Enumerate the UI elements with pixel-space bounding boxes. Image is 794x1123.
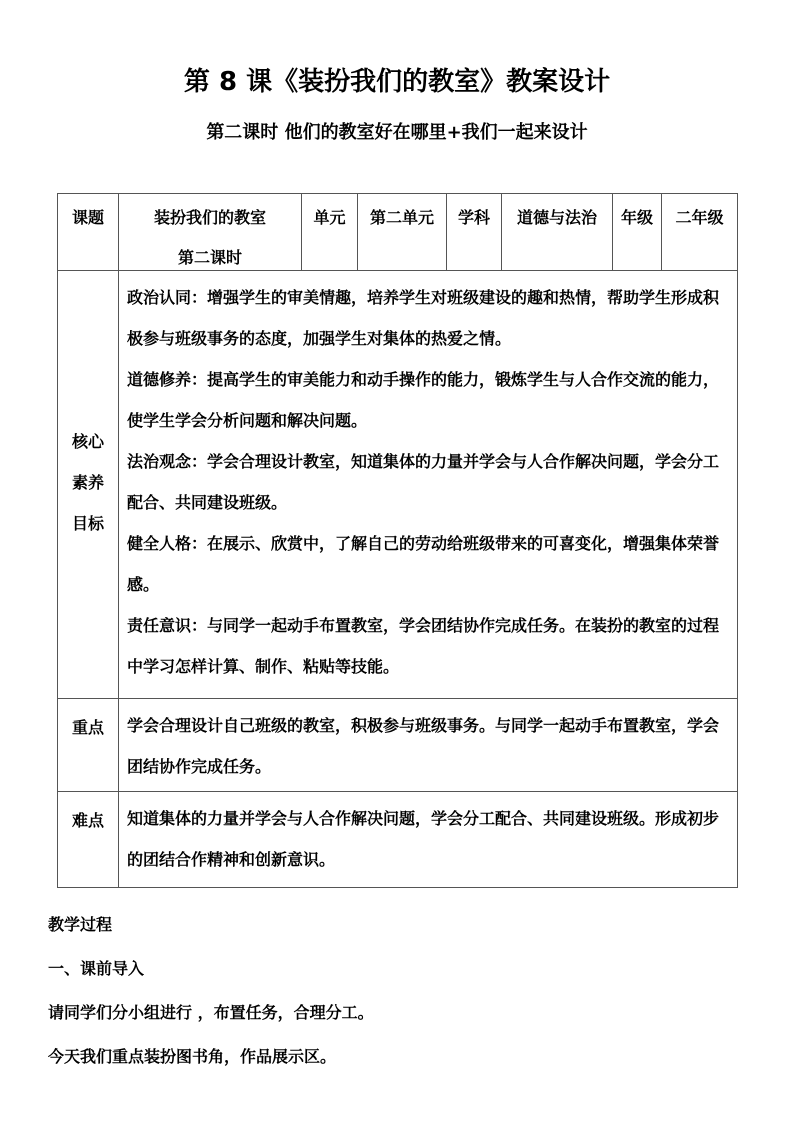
process-section-1-heading: 一、课前导入 — [48, 959, 145, 978]
goal-responsibility: 责任意识：与同学一起动手布置教室，学会团结协作完成任务。在装扮的教室的过程中学习怎样计算、制作、粘贴等技能。 — [127, 616, 720, 676]
unit-label-cell — [302, 194, 358, 271]
grade-value-cell — [662, 194, 738, 271]
topic-label-cell — [58, 194, 119, 271]
core-label-line1: 核心 — [71, 432, 104, 451]
grade-label: 年级 — [620, 208, 653, 227]
topic-value-cell — [119, 194, 302, 271]
process-line-1: 请同学们分小组进行 ，布置任务，合理分工。 — [48, 1003, 374, 1022]
subject-label-cell — [447, 194, 502, 271]
process-heading: 教学过程 — [48, 915, 113, 934]
document-title: 第 8 课《装扮我们的教室》教案设计 — [183, 67, 611, 97]
subject-value-cell — [502, 194, 613, 271]
key-points-row — [58, 699, 738, 792]
difficulties-label: 难点 — [58, 792, 119, 888]
core-label-line2: 素养 — [71, 473, 104, 492]
subject-label: 学科 — [457, 208, 490, 227]
lesson-plan-table — [57, 193, 738, 888]
difficulties-row — [58, 792, 738, 888]
unit-value: 第二单元 — [369, 208, 434, 227]
topic-value-line2: 第二课时 — [177, 248, 242, 267]
grade-value: 二年级 — [675, 208, 724, 227]
key-points-label: 重点 — [58, 699, 119, 792]
goal-sound-personality: 健全人格：在展示、欣赏中，了解自己的劳动给班级带来的可喜变化，增强集体荣誉感。 — [127, 534, 720, 594]
table-header-row — [58, 194, 738, 271]
topic-label: 课题 — [71, 208, 104, 227]
core-label-line3: 目标 — [71, 514, 104, 533]
goal-rule-of-law: 法治观念：学会合理设计教室，知道集体的力量并学会与人合作解决问题，学会分工配合、共同建设班级。 — [127, 452, 720, 512]
core-literacy-row — [58, 271, 738, 699]
topic-value-line1: 装扮我们的教室 — [153, 208, 266, 227]
teaching-process-section — [48, 903, 748, 1079]
process-line-2: 今天我们重点装扮图书角，作品展示区。 — [48, 1047, 337, 1066]
grade-label-cell — [613, 194, 662, 271]
unit-label: 单元 — [313, 208, 346, 227]
unit-value-cell — [358, 194, 447, 271]
goal-political-identity: 政治认同：增强学生的审美情趣，培养学生对班级建设的趣和热情，帮助学生形成积极参与班级事务的态度，加强学生对集体的热爱之情。 — [127, 288, 720, 348]
subject-value: 道德与法治 — [516, 208, 597, 227]
goal-moral-cultivation: 道德修养：提高学生的审美能力和动手操作的能力，锻炼学生与人合作交流的能力，使学生学会分析问题和解决问题。 — [127, 370, 720, 430]
document-subtitle: 第二课时 他们的教室好在哪里+我们一起来设计 — [206, 122, 588, 143]
core-literacy-label-cell — [58, 271, 119, 699]
core-literacy-content-cell — [119, 271, 738, 699]
key-points-text: 学会合理设计自己班级的教室，积极参与班级事务。与同学一起动手布置教室，学会团结协作完成任务。 — [119, 699, 738, 792]
difficulties-text: 知道集体的力量并学会与人合作解决问题，学会分工配合、共同建设班级。形成初步的团结合作精神和创新意识。 — [119, 792, 738, 888]
